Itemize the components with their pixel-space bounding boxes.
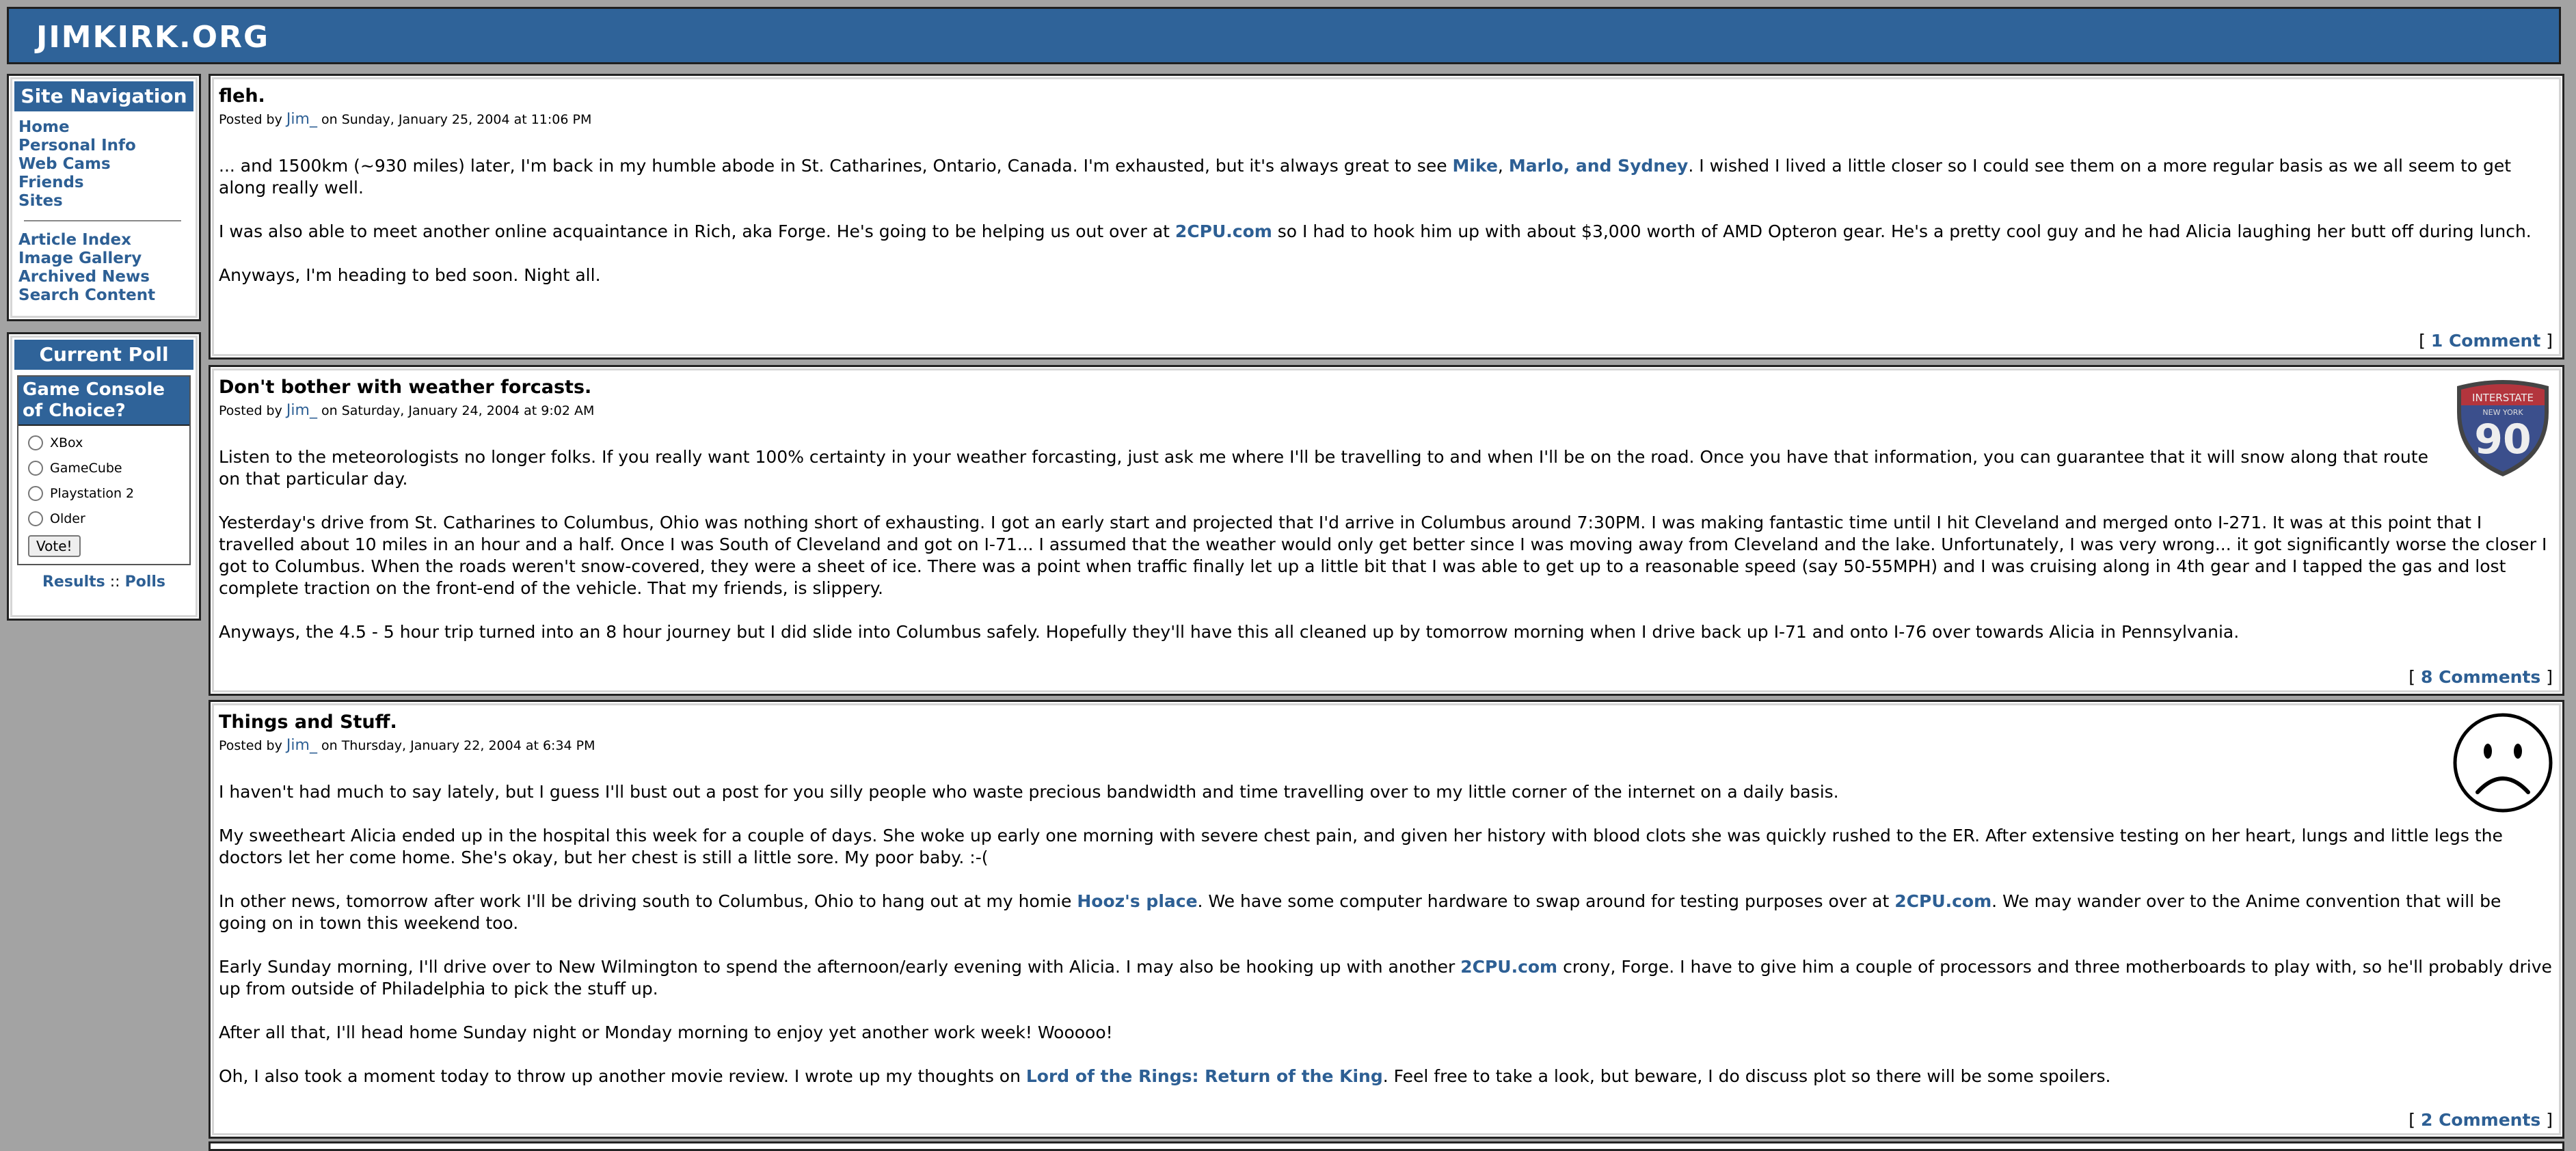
poll-archive-link[interactable]: Polls [124,573,166,591]
news-post [209,74,2564,360]
post-paragraph: Anyways, the 4.5 - 5 hour trip turned into an 8 hour journey but I did slide into Columbus safely. Hopefully they'll have this all cleaned up by tomorrow morning when I drive back up I-71 and onto I-76 over towards Alicia in Pennsylvania. [219,622,2240,642]
bracket: ] [2546,1110,2553,1130]
post-comments [2409,1110,2553,1130]
poll-option-older[interactable] [24,506,184,531]
post-body [219,155,2554,286]
text-segment: so I had to hook him up with about $3,000 worth of AMD Opteron gear. He's a pretty cool guy and he had Alicia laughing her butt off during lunch. [1272,221,2532,241]
interstate-90-sign-image [2452,377,2554,482]
next-post-edge [209,1141,2564,1151]
radio-button[interactable] [28,461,43,476]
text-segment: , [1497,156,1509,176]
post-body [219,781,2554,1087]
poll-options [18,426,189,564]
poll-option-label: GameCube [50,460,122,476]
mike-link[interactable]: Mike [1452,156,1498,176]
poll-box [17,375,191,565]
post-paragraph [219,221,2554,243]
bracket: ] [2546,331,2553,351]
post-paragraph: Yesterday's drive from St. Catharines to Columbus, Ohio was nothing short of exhausting. I got an early start and projected that I'd arrive in Columbus around 7:30PM. I was making fantastic time until I hit Cleveland and merged onto I-271. It was at this point that I travelled about 10 miles in an hour and a half. Once I was South of Cleveland and got on I-71... I assumed that the weather would only get better since I was moving away from Cleveland and the lake. Unfortunately, I was very wrong... it got significantly worse the closer I got to Columbus. When the roads weren't snow-covered, they were a sheet of ice. There was a point when traffic finally let up a little bit that I was able to get up to a reasonable speed (say 50-55MPH) and I was cruising along in 4th gear and I tapped the gas and lost complete traction on the front-end of the vehicle. That my friends, is slippery. [219,513,2547,598]
marlo-and-sydney-link[interactable]: Marlo, and Sydney [1508,156,1689,176]
post-paragraph: I haven't had much to say lately, but I guess I'll bust out a post for you silly people who waste precious bandwidth and time travelling over to my little corner of the internet on a daily basis. [219,782,1839,802]
nav-link-archived-news[interactable]: Archived News [18,268,150,286]
nav-link-image-gallery[interactable]: Image Gallery [18,249,142,267]
nav-link-web-cams[interactable]: Web Cams [18,155,111,173]
post-date: on Saturday, January 24, 2004 at 9:02 AM [321,403,595,418]
post-paragraph: Anyways, I'm heading to bed soon. Night all. [219,265,601,285]
poll-option-playstation-2[interactable] [24,480,184,506]
nav-link-personal-info[interactable]: Personal Info [18,137,136,154]
text-segment: ... and 1500km (~930 miles) later, I'm back in my humble abode in St. Catharines, Ontario, Canada. I'm exhausted, but it's always great to see [219,156,1453,176]
posted-by-label: Posted by [219,738,282,753]
post-title: fleh. [219,85,265,107]
poll-option-xbox[interactable] [24,430,184,455]
post-author-link[interactable]: Jim_ [286,111,317,128]
site-navigation-links [9,117,199,306]
nav-divider [24,220,181,221]
site-navigation-heading: Site Navigation [14,81,193,111]
post-author-link[interactable]: Jim_ [286,402,317,419]
poll-option-label: Older [50,511,85,526]
post-date: on Sunday, January 25, 2004 at 11:06 PM [321,112,592,127]
post-body [219,446,2554,643]
2cpu-link[interactable]: 2CPU.com [1175,221,1272,241]
vote-button[interactable]: Vote! [28,535,81,557]
post-meta [219,402,2554,419]
post-paragraph: After all that, I'll head home Sunday night or Monday morning to enjoy yet another work week! Wooooo! [219,1023,1113,1042]
current-poll-panel [7,332,201,621]
poll-option-label: Playstation 2 [50,485,135,501]
bracket: [ [2419,331,2426,351]
post-author-link[interactable]: Jim_ [286,737,317,754]
poll-links [9,573,199,591]
radio-button[interactable] [28,435,43,450]
comments-link[interactable]: 8 Comments [2420,667,2541,687]
post-comments [2409,667,2553,687]
sad-face-image [2452,712,2554,817]
nav-link-home[interactable]: Home [18,118,70,136]
post-paragraph: Listen to the meteorologists no longer folks. If you really want 100% certainty in your weather forcasting, just ask me where I'll be travelling to and when I'll be on the road. Once you have that information, you can guarantee that it will snow along that route on that particular day. [219,447,2428,489]
nav-link-article-index[interactable]: Article Index [18,231,131,249]
site-title-link[interactable]: JIMKIRK.ORG [36,20,270,55]
poll-option-gamecube[interactable] [24,455,184,480]
post-comments [2419,331,2553,351]
post-title: Things and Stuff. [219,712,397,733]
lotr-review-link[interactable]: Lord of the Rings: Return of the King [1025,1066,1383,1086]
text-segment: . We have some computer hardware to swap around for testing purposes over at [1197,891,1895,911]
posted-by-label: Posted by [219,403,282,418]
bracket: ] [2546,667,2553,687]
radio-button[interactable] [28,486,43,501]
post-paragraph [219,956,2554,1000]
bracket: [ [2409,667,2416,687]
post-paragraph [219,155,2554,199]
text-segment: Oh, I also took a moment today to throw up another movie review. I wrote up my thoughts on [219,1066,1026,1086]
post-meta [219,111,2554,128]
hoozs-place-link[interactable]: Hooz's place [1077,891,1198,911]
site-navigation-panel [7,74,201,321]
news-post [209,365,2564,696]
post-paragraph: My sweetheart Alicia ended up in the hospital this week for a couple of days. She woke up early one morning with severe chest pain, and given her history with blood clots she was quickly rushed to the ER. After extensive testing on her heart, lungs and little legs the doctors let her come home. She's okay, but her chest is still a little sore. My poor baby. :-( [219,826,2503,867]
text-segment: . We may wander over to the Anime convention that will be going on in town this weekend too. [219,891,2501,933]
2cpu-link[interactable]: 2CPU.com [1460,957,1558,977]
text-segment: I was also able to meet another online acquaintance in Rich, aka Forge. He's going to be helping us out over at [219,221,1175,241]
current-poll-heading: Current Poll [14,340,193,370]
text-segment: Early Sunday morning, I'll drive over to New Wilmington to spend the afternoon/early evening with Alicia. I may also be hooking up with another [219,957,1461,977]
text-segment: In other news, tomorrow after work I'll be driving south to Columbus, Ohio to hang out at my homie [219,891,1077,911]
poll-results-link[interactable]: Results [42,573,105,591]
nav-link-search-content[interactable]: Search Content [18,286,156,304]
comments-link[interactable]: 1 Comment [2430,331,2541,351]
post-paragraph [219,1066,2554,1087]
radio-button[interactable] [28,511,43,526]
text-segment: . Feel free to take a look, but beware, I do discuss plot so there will be some spoilers. [1382,1066,2111,1086]
svg-text:INTERSTATE: INTERSTATE [2472,392,2534,404]
post-title: Don't bother with weather forcasts. [219,377,592,398]
site-header [7,7,2561,64]
bracket: [ [2409,1110,2416,1130]
post-meta [219,737,2554,754]
poll-links-separator: :: [109,573,120,591]
posted-by-label: Posted by [219,112,282,127]
news-post [209,700,2564,1139]
post-paragraph [219,891,2554,934]
post-date: on Thursday, January 22, 2004 at 6:34 PM [321,738,595,753]
poll-option-label: XBox [50,435,83,450]
nav-link-sites[interactable]: Sites [18,192,63,210]
nav-link-friends[interactable]: Friends [18,174,84,191]
2cpu-link[interactable]: 2CPU.com [1894,891,1992,911]
text-segment: crony, Forge. I have to give him a couple of processors and three motherboards to play with, so he'll probably drive up from outside of Philadelphia to pick the stuff up. [219,957,2552,999]
comments-link[interactable]: 2 Comments [2420,1110,2541,1130]
svg-text:NEW YORK: NEW YORK [2482,408,2523,417]
svg-text:90: 90 [2474,416,2532,463]
text-segment: . I wished I lived a little closer so I could see them on a more regular basis as we all seem to get along really well. [219,156,2512,198]
poll-question: Game Console of Choice? [18,377,189,426]
